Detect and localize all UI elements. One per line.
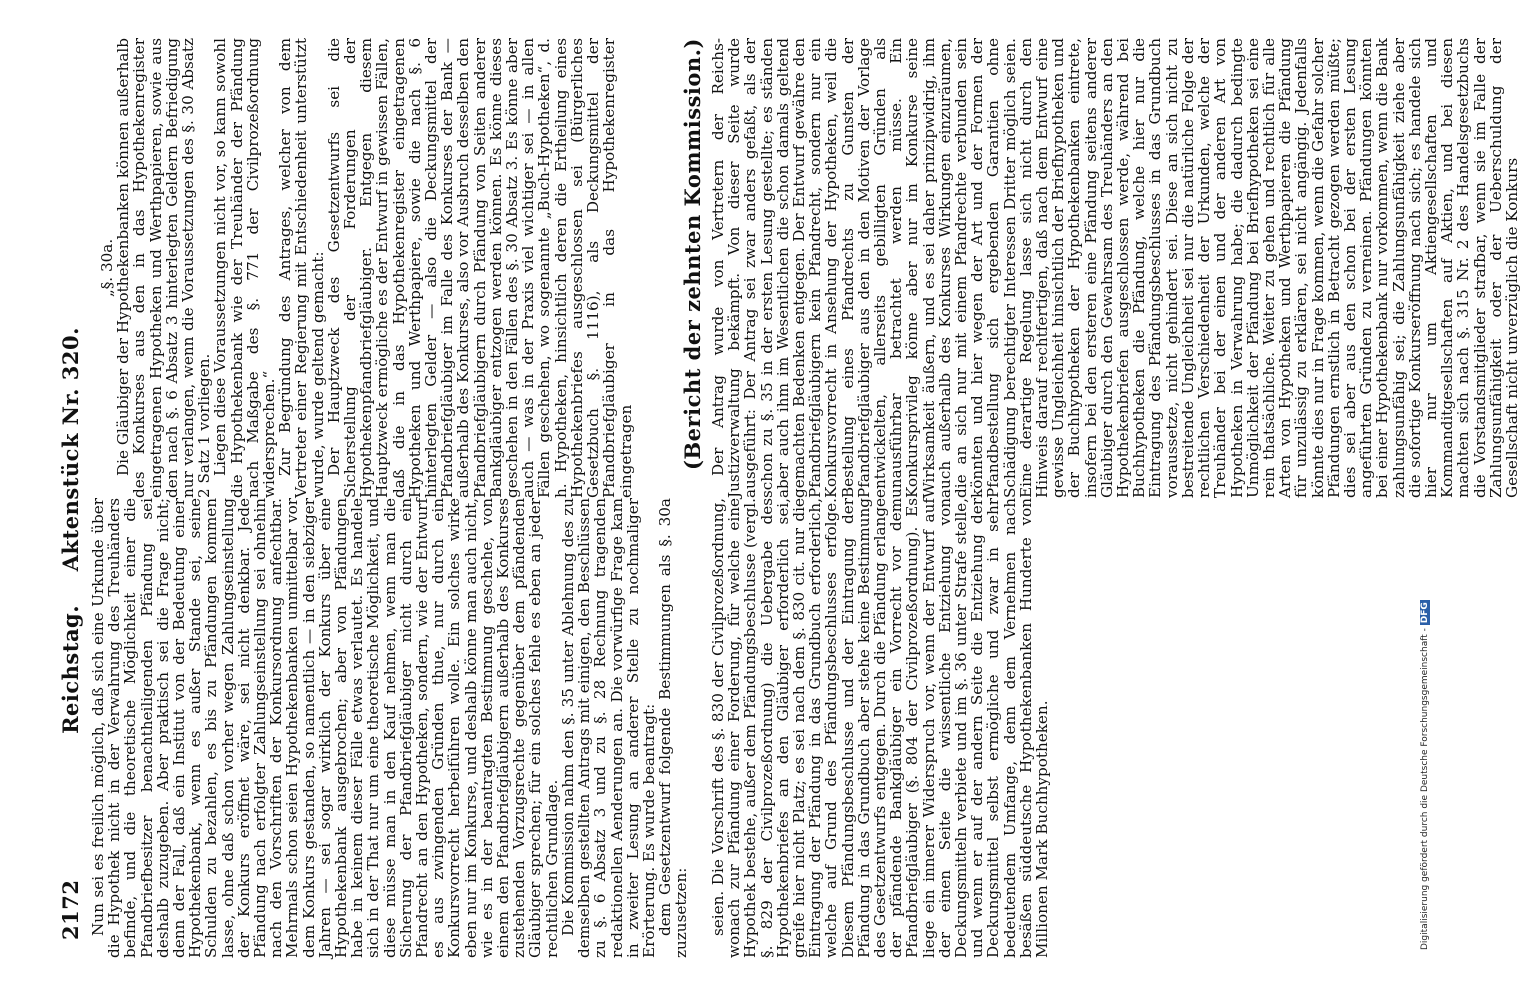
dfg-logo: DFG xyxy=(1420,602,1430,624)
paragraph: seien. Die Vorschrift des §. 830 der Civilprozeßordnung, wonach zur Pfändung einer Forderung, für welche eine Hypothek bestehe, außer dem Pfändungsbeschlusse (vergl. §. 829 der Civilprozeßordnung) die Uebergabe des Hypothekenbriefes an den Gläubiger erforderlich sei, greife hier nicht Platz; es sei nach dem §. 830 cit. nur die Eintragung der Pfändung in das Grundbuch erforderlich, welche auf Grund des Pfändungsbeschlusses erfolge. Diesem Pfändungsbeschlusse und der Eintragung der Pfändung in das Grundbuch aber stehe keine Bestimmung des Gesetzentwurfs entgegen. Durch die Pfändung erlange der pfändende Bankgläubiger ein Vorrecht vor dem Pfandbriefgläubiger (§. 804 der Civilprozeßordnung). Es liege ein innerer Widerspruch vor, wenn der Entwurf auf der einen Seite die wissentliche Entziehung von Deckungsmitteln verbiete und im §. 36 unter Strafe stelle, und wenn er auf der andern Seite die Entziehung der Deckungsmittel selbst ermögliche und zwar in sehr bedeutendem Umfange, denn dem Vernehmen nach besäßen süddeutsche Hypothekenbanken Hunderte von Millionen Mark Buchhypotheken. xyxy=(709,498,1052,958)
paragraph: dem Gesetzentwurf folgende Bestimmungen als §. 30a zuzusetzen: xyxy=(656,498,691,958)
text-column-right xyxy=(710,498,1350,958)
document-number: Aktenstück Nr. 320. xyxy=(58,327,83,572)
paragraph: Der Hauptzweck des Gesetzentwurfs sei die Sicherstellung der Forderungen der Hypothekenpfandbriefgläubiger. Entgegen diesem Hauptzweck ermögliche es der Entwurf in gewissen Fällen, daß die in das Hypothekenregister eingetragenen Hypotheken und Werthpapiere, sowie die nach §. 6 hinterlegten Gelder — also die Deckungsmittel der Pfandbriefgläubiger im Falle des Konkurses der Bank — außerhalb des Konkurses, also vor Ausbruch desselben den Pfandbriefgläubigern durch Pfändung von Seiten anderer Bankgläubiger entzogen werden können. Es könne dieses geschehen in den Fällen des §. 30 Absatz 3. Es könne aber auch — was in der Praxis viel wichtiger sei — in allen Fällen geschehen, wo sogenannte „Buch-Hypotheken“, d. h. Hypotheken, hinsichtlich deren die Ertheilung eines Hypothekenbriefes ausgeschlossen sei (Bürgerliches Gesetzbuch §. 1116), als Deckungsmittel der Pfandbriefgläubiger in das Hypothekenregister eingetragen xyxy=(324,38,635,498)
text-column-left xyxy=(90,498,710,958)
paragraph: Nun sei es freilich möglich, daß sich eine Urkunde über die Hypothek nicht in der Verwahrung des Treuhänders befinde, und die theoretische Möglichkeit einer die Pfandbriefbesitzer benachtheiligenden Pfändung sei deshalb zuzugeben. Aber praktisch sei die Frage nicht; denn der Fall, daß ein Institut von der Bedeutung einer Hypothekenbank, wenn es außer Stande sei, seine Schulden zu bezahlen, es bis zu Pfändungen kommen lasse, ohne daß schon vorher wegen Zahlungseinstellung der Konkurs eröffnet wäre, sei nicht denkbar. Jede Pfändung nach erfolgter Zahlungseinstellung sei ohnehin nach den Vorschriften der Konkursordnung anfechtbar. Mehrmals schon seien Hypothekenbanken unmittelbar vor dem Konkurs gestanden, so namentlich — in den siebziger Jahren — sei sogar wirklich der Konkurs über eine Hypothekenbank ausgebrochen; aber von Pfändungen habe in keinem dieser Fälle etwas verlautet. Es handele sich in der That nur um eine theoretische Möglichkeit, und diese müsse man in den Kauf nehmen, wenn man die Sicherung der Pfandbriefgläubiger nicht durch ein Pfandrecht an den Hypotheken, sondern, wie der Entwurf es aus zwingenden Gründen thue, nur durch ein Konkursvorrecht herbeiführen wolle. Ein solches wirke eben nur im Konkurse, und deshalb könne man auch nicht, wie es in der beantragten Bestimmung geschehe, von einem den Pfandbriefgläubigern außerhalb des Konkurses zustehenden Vorzugsrechte gegenüber dem pfändenden Gläubiger sprechen; für ein solches fehle es eben an jeder rechtlichen Grundlage. xyxy=(89,498,561,958)
paragraph: Zur Begründung des Antrages, welcher von dem Vertreter einer Regierung mit Entschiedenheit unterstützt wurde, wurde geltend gemacht: xyxy=(276,38,327,498)
paragraph: Die Gläubiger der Hypothekenbanken können außerhalb des Konkurses aus den in das Hypothekenregister eingetragenen Hypotheken und Werthpapieren, sowie aus den nach §. 6 Absatz 3 hinterlegten Geldern Befriedigung nur verlangen, wenn die Voraussetzungen des §. 30 Absatz 2 Satz 1 vorliegen. xyxy=(114,38,214,498)
text-column-left-lower xyxy=(90,38,710,498)
section-heading: „§. 30a. xyxy=(98,238,116,298)
header-title-left: Reichstag. xyxy=(58,604,83,734)
header-left xyxy=(58,327,83,940)
header-title-right: (Bericht der zehnten Kommission.) xyxy=(680,38,705,470)
digitization-credit: Digitalisierung gefördert durch die Deutsche Forschungsgemeinschaft - DFG xyxy=(1420,602,1430,950)
paragraph: Der Antrag wurde von Vertretern der Reichs-Justizverwaltung bekämpft. Von dieser Seite wurde ausgeführt: Der Antrag sei zwar anders gefaßt, als der schon zu §. 35 in der ersten Lesung gestellte; es ständen aber auch ihm im Wesentlichen die schon damals geltend gemachten Bedenken entgegen. Der Entwurf gewähre den Pfandbriefgläubigern kein Pfandrecht, sondern nur ein Konkursvorrecht in Ansehung der Hypotheken, weil die Bestellung eines Pfandrechts zu Gunsten der Pfandbriefgläubiger aus den in den Motiven der Vorlage entwickelten, allerseits gebilligten Gründen als unausführbar betrachtet werden müsse. Ein Konkursprivileg könne aber nur im Konkurse seine Wirksamkeit äußern, und es sei daher prinzipwidrig, ihm auch außerhalb des Konkurses Wirkungen einzuräumen, die an sich nur mit einem Pfandrechte verbunden sein könnten und hier wegen der Art und der Formen der Pfandbestellung sich ergebenden Garantien ohne Schädigung berechtigter Interessen Dritter möglich seien. Eine derartige Regelung lasse sich nicht durch den Hinweis darauf rechtfertigen, daß nach dem Entwurf eine gewisse Ungleichheit hinsichtlich der Briefhypotheken und der Buchhypotheken der Hypothekenbanken eintrete, insofern bei den ersteren eine Pfändung seitens anderer Gläubiger durch den Gewahrsam des Treuhänders an den Hypothekenbriefen ausgeschlossen werde, während bei Buchhypotheken die Pfändung, welche hier nur die Eintragung des Pfändungsbeschlusses in das Grundbuch voraussetze, nicht gehindert sei. Diese an sich nicht zu bestreitende Ungleichheit sei nur die natürliche Folge der rechtlichen Verschiedenheit der Urkunden, welche der Treuhänder bei der einen und der anderen Art von Hypotheken in Verwahrung habe; die dadurch bedingte Unmöglichkeit der Pfändung bei Briefhypotheken sei eine rein thatsächliche. Weiter zu gehen und rechtlich für alle Arten von Hypotheken und Werthpapieren die Pfändung für unzulässig zu erklären, sei nicht angängig. Jedenfalls könnte dies nur in Frage kommen, wenn die Gefahr solcher Pfändungen ernstlich in Betracht gezogen werden müßte; dies sei aber aus den schon bei der ersten Lesung angeführten Gründen zu verneinen. Pfändungen könnten bei einer Hypothekenbank nur vorkommen, wenn die Bank zahlungsunfähig sei; die Zahlungsunfähigkeit ziehe aber die sofortige Konkurseröffnung nach sich; es handele sich hier nur um Aktiengesellschaften und Kommanditgesellschaften auf Aktien, und bei diesen machten sich nach §. 315 Nr. 2 des Handelsgesetzbuchs die Vorstandsmitglieder strafbar, wenn sie im Falle der Zahlungsunfähigkeit oder der Ueberschuldung der Gesellschaft nicht unverzüglich die Konkurs xyxy=(709,38,1521,498)
page-number: 2172 xyxy=(58,879,83,940)
paragraph: Die Kommission nahm den §. 35 unter Ablehnung des zu demselben gestellten Antrags mit einigen, den Beschlüssen zu §. 6 Absatz 3 und zu §. 28 Rechnung tragenden redaktionellen Aenderungen an. Die vorwürfige Frage kam in zweiter Lesung an anderer Stelle zu nochmaliger Erörterung. Es wurde beantragt: xyxy=(558,498,658,958)
paragraph: Liegen diese Voraussetzungen nicht vor, so kann sowohl die Hypothekenbank wie der Treuhänder der Pfändung nach Maßgabe des §. 771 der Civilprozeßordnung widersprechen.“ xyxy=(211,38,279,498)
text-column-right-lower xyxy=(709,38,1521,498)
